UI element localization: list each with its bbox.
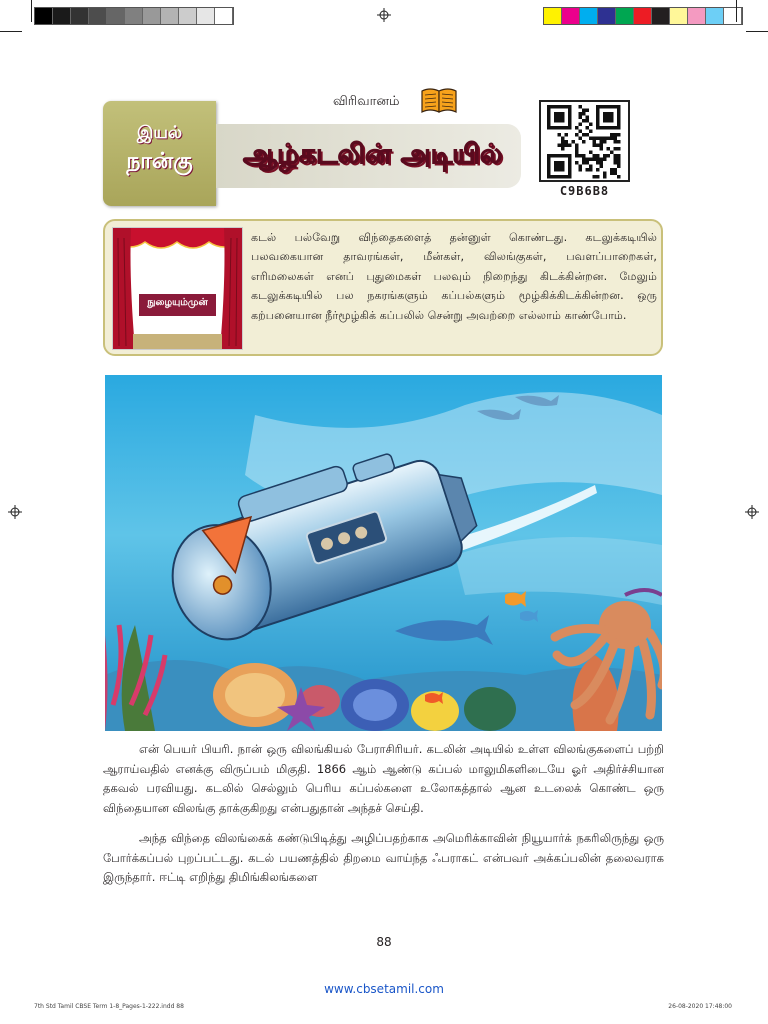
stage-label: நுழையும்முன் — [147, 297, 208, 308]
page-number: 88 — [376, 935, 392, 949]
body-paragraph-1: என் பெயர் பியரி. நான் ஒரு விலங்கியல் பேராசிரியர். கடலின் அடியில் உள்ள விலங்குகளைப் பற்றி ஆராய்வதில் எனக்கு விருப்பம் மிகுதி. 1866 ஆம் ஆண்டு கப்பல் மாலுமிகளிடையே ஓர் அதிர்ச்சியான தகவல் பரவியது. கடலில் செல்லும் பெரிய கப்பல்களை உலோகத்தால் ஆன உடலைக் கொண்ட ஒரு விந்தையான விலங்கு தாக்குகிறது என்பதுதான் அந்தச் செய்தி. — [103, 742, 664, 816]
color-swatch — [562, 8, 580, 24]
color-swatch — [580, 8, 598, 24]
gray-swatch — [179, 8, 197, 24]
body-paragraph-2: அந்த விந்தை விலங்கைக் கண்டுபிடித்து அழிப்பதற்காக அமெரிக்காவின் நியூயார்க் நகரிலிருந்து ஒரு போர்க்கப்பல் புறப்பட்டது. கடல் பயணத்தில் திறமை வாய்ந்த ஃபராகட் என்பவர் அக்கப்பலின் தலைவராக இருந்தார். ஈட்டி எறிந்து திமிங்கிலங்களை — [103, 830, 664, 885]
gray-swatch — [197, 8, 215, 24]
page-title: ஆழ்கடலின் அடியில் — [243, 139, 503, 170]
registration-mark-top — [377, 8, 391, 22]
registration-mark-left — [8, 505, 22, 519]
gray-swatch — [89, 8, 107, 24]
gray-swatch — [143, 8, 161, 24]
section-label: விரிவானம் — [333, 94, 400, 109]
gray-swatch — [71, 8, 89, 24]
submarine-illustration — [105, 375, 662, 731]
color-swatch — [634, 8, 652, 24]
color-swatch — [670, 8, 688, 24]
grayscale-registration-strip — [34, 7, 234, 25]
crop-mark — [0, 31, 22, 32]
gray-swatch — [161, 8, 179, 24]
color-swatch — [652, 8, 670, 24]
intro-text: கடல் பல்வேறு விந்தைகளைத் தன்னுள் கொண்டது. கடலுக்கடியில் பலவகையான தாவரங்கள், மீன்கள், விலங்குகள், பவளப்பாறைகள், எரிமலைகள் எனப் புதுமைகள் பலவும் நிறைந்து கிடக்கின்றன. மேலும் கடலுக்கடியில் பல நகரங்களும் கப்பல்களும் மூழ்கிக்கிடக்கின்றன. ஒரு கற்பனையான நீர்மூழ்கிக் கப்பலில் சென்று அவற்றை எல்லாம் காண்போம். — [251, 231, 657, 322]
gray-swatch — [35, 8, 53, 24]
crop-mark — [746, 31, 768, 32]
color-swatch — [706, 8, 724, 24]
chapter-label-line1: இயல் — [136, 123, 183, 143]
print-timestamp: 26-08-2020 17:48:00 — [668, 1003, 732, 1010]
color-swatch — [688, 8, 706, 24]
crop-mark — [31, 0, 32, 22]
color-swatch — [616, 8, 634, 24]
open-book-icon — [420, 86, 458, 114]
color-swatch — [724, 8, 742, 24]
gray-swatch — [125, 8, 143, 24]
registration-mark-right — [745, 505, 759, 519]
color-swatch — [598, 8, 616, 24]
title-bar — [216, 124, 521, 188]
qr-code-text: C9B6B8 — [559, 184, 610, 198]
crop-mark — [736, 0, 737, 22]
qr-code[interactable] — [538, 99, 631, 203]
color-swatch — [544, 8, 562, 24]
gray-swatch — [215, 8, 233, 24]
file-info: 7th Std Tamil CBSE Term 1-8_Pages-1-222.indd 88 — [34, 1003, 184, 1010]
gray-swatch — [107, 8, 125, 24]
gray-swatch — [53, 8, 71, 24]
theater-stage-illustration — [112, 227, 243, 350]
website-link[interactable]: www.cbsetamil.com — [324, 982, 444, 996]
body-text — [103, 740, 664, 898]
chapter-label-box — [103, 101, 216, 206]
chapter-label-line2: நான்கு — [126, 149, 193, 174]
color-registration-strip — [543, 7, 743, 25]
